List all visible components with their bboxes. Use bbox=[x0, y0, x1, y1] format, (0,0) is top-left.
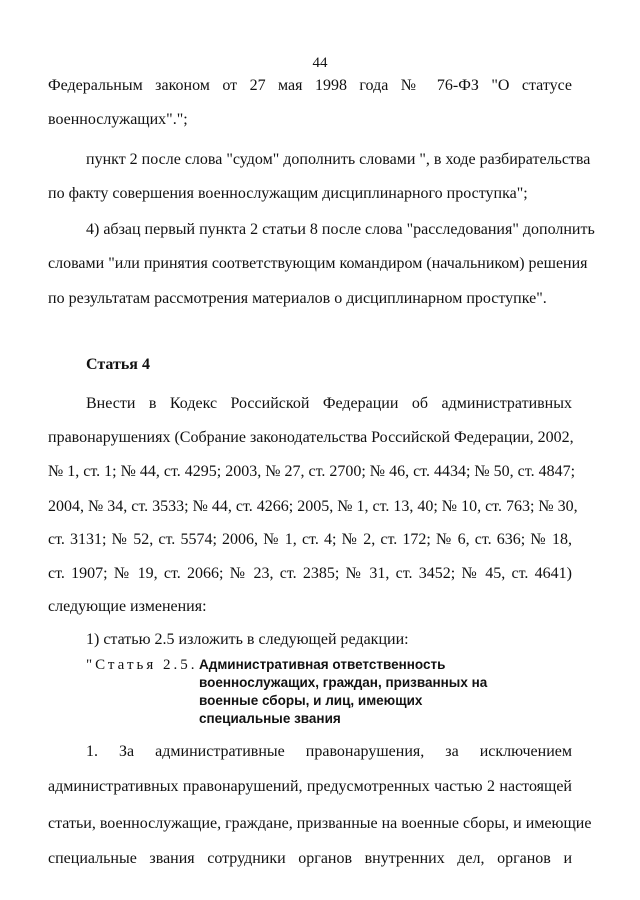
new-article-title-block bbox=[86, 656, 586, 728]
text-line: ст. 3131; № 52, ст. 5574; 2006, № 1, ст. 4; № 2, ст. 172; № 6, ст. 636; № 18, bbox=[48, 531, 572, 548]
text-line: словами "или принятия соответствующим командиром (начальником) решения bbox=[48, 255, 588, 272]
text-line: административных правонарушений, предусмотренных частью 2 настоящей bbox=[48, 778, 572, 795]
text-line: 2004, № 34, ст. 3533; № 44, ст. 4266; 2005, № 1, ст. 13, 40; № 10, ст. 763; № 30, bbox=[48, 498, 578, 515]
text-line: № 1, ст. 1; № 44, ст. 4295; 2003, № 27, ст. 2700; № 46, ст. 4434; № 50, ст. 4847; bbox=[48, 463, 576, 480]
article-label: "Статья 2.5. bbox=[86, 657, 198, 673]
article-title-line: военнослужащих, граждан, призванных на bbox=[199, 675, 488, 690]
text-line: статьи, военнослужащие, граждане, призванные на военные сборы, и имеющие bbox=[48, 815, 592, 832]
text-line: по факту совершения военнослужащим дисциплинарного проступка"; bbox=[48, 185, 528, 202]
text-line: по результатам рассмотрения материалов о дисциплинарном проступке". bbox=[48, 290, 547, 307]
text-line: правонарушениях (Собрание законодательства Российской Федерации, 2002, bbox=[48, 429, 574, 446]
article-title-line: специальные звания bbox=[199, 711, 341, 726]
article-heading: Статья 4 bbox=[86, 356, 150, 373]
text-line: пункт 2 после слова "судом" дополнить словами ", в ходе разбирательства bbox=[86, 151, 591, 168]
text-line: Внести в Кодекс Российской Федерации об административных bbox=[86, 395, 572, 412]
text-line: 1. За административные правонарушения, за исключением bbox=[86, 743, 572, 760]
text-line: следующие изменения: bbox=[48, 598, 207, 615]
text-line: Федеральным законом от 27 мая 1998 года № 76-ФЗ "О статусе bbox=[48, 77, 572, 94]
page-number: 44 bbox=[312, 55, 328, 71]
text-line: специальные звания сотрудники органов внутренних дел, органов и bbox=[48, 850, 572, 867]
text-line: военнослужащих"."; bbox=[48, 111, 188, 128]
text-line: 1) статью 2.5 изложить в следующей редакции: bbox=[86, 631, 409, 648]
article-title-line: военные сборы, и лиц, имеющих bbox=[199, 693, 423, 708]
text-line: ст. 1907; № 19, ст. 2066; № 23, ст. 2385; № 31, ст. 3452; № 45, ст. 4641) bbox=[48, 565, 572, 582]
article-title-line: Административная ответственность bbox=[199, 657, 446, 672]
text-line: 4) абзац первый пункта 2 статьи 8 после слова "расследования" дополнить bbox=[86, 221, 595, 238]
